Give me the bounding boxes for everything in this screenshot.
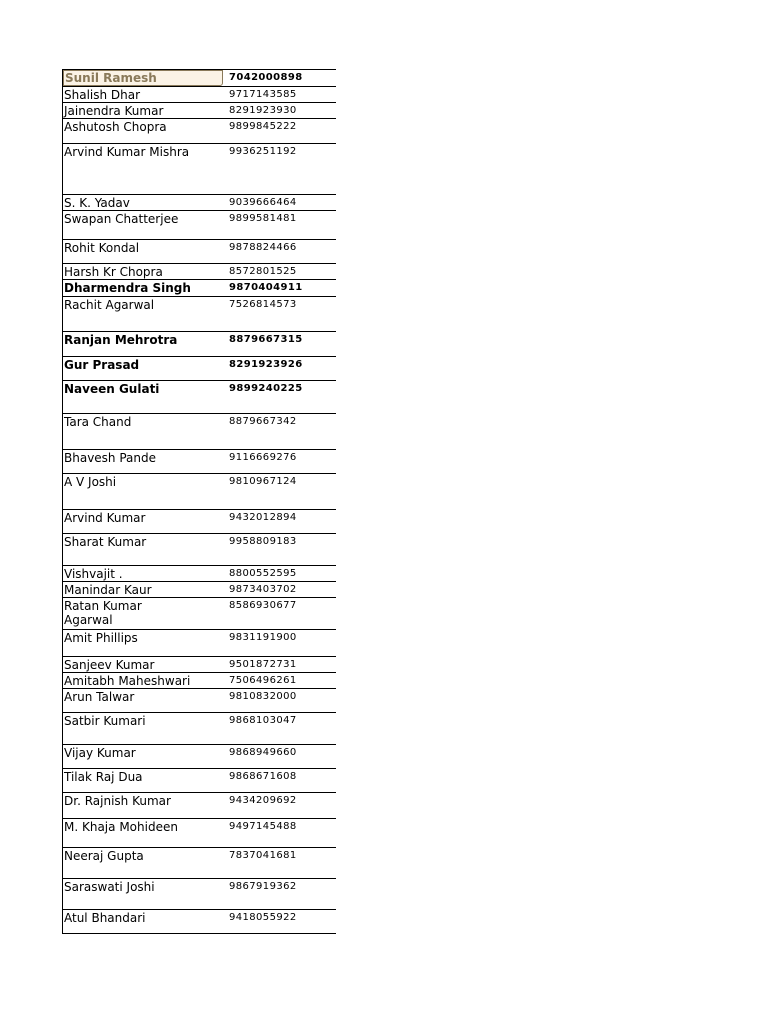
table-row[interactable] — [63, 598, 336, 630]
contact-phone-cell[interactable]: 8879667315 — [229, 334, 303, 345]
contact-name-cell[interactable]: Arun Talwar — [64, 690, 135, 704]
table-row[interactable] — [63, 474, 336, 510]
table-row[interactable] — [63, 848, 336, 879]
contact-name-cell[interactable]: Vishvajit . — [64, 567, 123, 581]
contact-name-cell[interactable]: Arvind Kumar Mishra — [64, 145, 190, 159]
table-row[interactable] — [63, 280, 336, 297]
contact-phone-cell[interactable]: 9868103047 — [229, 715, 297, 726]
contact-phone-cell[interactable]: 9958809183 — [229, 536, 297, 547]
contact-phone-cell[interactable]: 9867919362 — [229, 881, 297, 892]
contact-name-cell[interactable]: Tara Chand — [64, 415, 132, 429]
table-row[interactable] — [63, 673, 336, 689]
table-row[interactable] — [63, 450, 336, 474]
contact-phone-cell[interactable]: 9497145488 — [229, 821, 297, 832]
contact-phone-cell[interactable]: 9116669276 — [229, 452, 297, 463]
contact-name-cell[interactable]: Sunil Ramesh — [63, 70, 223, 86]
contact-name-cell[interactable]: Saraswati Joshi — [64, 880, 155, 894]
contact-phone-cell[interactable]: 9810967124 — [229, 476, 297, 487]
contact-phone-cell[interactable]: 9870404911 — [229, 282, 303, 293]
contact-name-cell[interactable]: Neeraj Gupta — [64, 849, 144, 863]
table-row[interactable] — [63, 357, 336, 381]
contact-name-cell[interactable]: Bhavesh Pande — [64, 451, 157, 465]
contact-phone-cell[interactable]: 9432012894 — [229, 512, 297, 523]
table-row[interactable] — [63, 582, 336, 598]
contact-name-cell[interactable]: Swapan Chatterjee — [64, 212, 179, 226]
contact-phone-cell[interactable]: 9873403702 — [229, 584, 297, 595]
contact-phone-cell[interactable]: 9039666464 — [229, 197, 297, 208]
contact-name-cell[interactable]: Satbir Kumari — [64, 714, 146, 728]
table-row[interactable] — [63, 745, 336, 769]
contact-phone-cell[interactable]: 9936251192 — [229, 146, 297, 157]
table-row[interactable] — [63, 819, 336, 848]
contact-phone-cell[interactable]: 8291923926 — [229, 359, 303, 370]
table-row[interactable] — [63, 769, 336, 793]
contact-name-cell[interactable]: Arvind Kumar — [64, 511, 146, 525]
contact-phone-cell[interactable]: 9899581481 — [229, 213, 297, 224]
table-row[interactable] — [63, 534, 336, 566]
contact-phone-cell[interactable]: 9899240225 — [229, 383, 303, 394]
table-row[interactable] — [63, 713, 336, 745]
table-row[interactable] — [63, 119, 336, 144]
contact-name-cell[interactable]: Vijay Kumar — [64, 746, 136, 760]
table-row[interactable] — [63, 510, 336, 534]
contact-name-cell[interactable]: Sanjeev Kumar — [64, 658, 155, 672]
contact-name-cell[interactable]: Manindar Kaur — [64, 583, 152, 597]
contact-name-cell[interactable]: Ashutosh Chopra — [64, 120, 167, 134]
contact-name-cell[interactable]: Tilak Raj Dua — [64, 770, 143, 784]
contact-name-cell[interactable]: Naveen Gulati — [64, 382, 160, 396]
contact-phone-cell[interactable]: 9878824466 — [229, 242, 297, 253]
contact-table — [62, 69, 336, 934]
contact-phone-cell[interactable]: 9868949660 — [229, 747, 297, 758]
contact-phone-cell[interactable]: 8586930677 — [229, 600, 297, 611]
contact-name-cell[interactable]: S. K. Yadav — [64, 196, 130, 210]
table-row[interactable] — [63, 144, 336, 195]
contact-name-cell[interactable]: Rohit Kondal — [64, 241, 140, 255]
table-row[interactable] — [63, 297, 336, 332]
table-row[interactable] — [63, 240, 336, 264]
contact-name-cell[interactable]: Dr. Rajnish Kumar — [64, 794, 171, 808]
contact-phone-cell[interactable]: 7837041681 — [229, 850, 297, 861]
contact-name-cell[interactable]: Ratan Kumar Agarwal — [64, 599, 142, 627]
contact-phone-cell[interactable]: 7506496261 — [229, 675, 297, 686]
table-row[interactable] — [63, 103, 336, 119]
table-row[interactable] — [63, 414, 336, 450]
contact-phone-cell[interactable]: 9810832000 — [229, 691, 297, 702]
table-row[interactable] — [63, 910, 336, 934]
contact-phone-cell[interactable]: 9717143585 — [229, 89, 297, 100]
contact-phone-cell[interactable]: 8291923930 — [229, 105, 297, 116]
table-row[interactable] — [63, 689, 336, 713]
contact-phone-cell[interactable]: 9434209692 — [229, 795, 297, 806]
table-row[interactable] — [63, 566, 336, 582]
contact-phone-cell[interactable]: 8800552595 — [229, 568, 297, 579]
contact-name-cell[interactable]: A V Joshi — [64, 475, 117, 489]
contact-phone-cell[interactable]: 8572801525 — [229, 266, 297, 277]
table-row[interactable] — [63, 657, 336, 673]
contact-name-cell[interactable]: Shalish Dhar — [64, 88, 141, 102]
contact-phone-cell[interactable]: 7526814573 — [229, 299, 297, 310]
contact-phone-cell[interactable]: 9501872731 — [229, 659, 297, 670]
table-row[interactable] — [63, 70, 336, 87]
table-row[interactable] — [63, 879, 336, 910]
contact-phone-cell[interactable]: 8879667342 — [229, 416, 297, 427]
contact-name-cell[interactable]: Rachit Agarwal — [64, 298, 155, 312]
table-row[interactable] — [63, 332, 336, 357]
contact-phone-cell[interactable]: 9831191900 — [229, 632, 297, 643]
contact-name-cell[interactable]: Jainendra Kumar — [64, 104, 164, 118]
table-row[interactable] — [63, 211, 336, 240]
table-row[interactable] — [63, 87, 336, 103]
contact-name-cell[interactable]: Sharat Kumar — [64, 535, 147, 549]
table-row[interactable] — [63, 630, 336, 657]
contact-phone-cell[interactable]: 9418055922 — [229, 912, 297, 923]
contact-phone-cell[interactable]: 9868671608 — [229, 771, 297, 782]
contact-name-cell[interactable]: Harsh Kr Chopra — [64, 265, 163, 279]
table-row[interactable] — [63, 195, 336, 211]
contact-phone-cell[interactable]: 9899845222 — [229, 121, 297, 132]
contact-name-cell[interactable]: Ranjan Mehrotra — [64, 333, 178, 347]
table-row[interactable] — [63, 793, 336, 819]
contact-name-cell[interactable]: Amit Phillips — [64, 631, 138, 645]
contact-name-cell[interactable]: M. Khaja Mohideen — [64, 820, 178, 834]
table-row[interactable] — [63, 381, 336, 414]
table-row[interactable] — [63, 264, 336, 280]
contact-phone-cell[interactable]: 7042000898 — [229, 72, 303, 83]
contact-name-cell[interactable]: Gur Prasad — [64, 358, 140, 372]
contact-name-cell[interactable]: Dharmendra Singh — [64, 281, 191, 295]
contact-name-cell[interactable]: Amitabh Maheshwari — [64, 674, 191, 688]
contact-name-cell[interactable]: Atul Bhandari — [64, 911, 146, 925]
